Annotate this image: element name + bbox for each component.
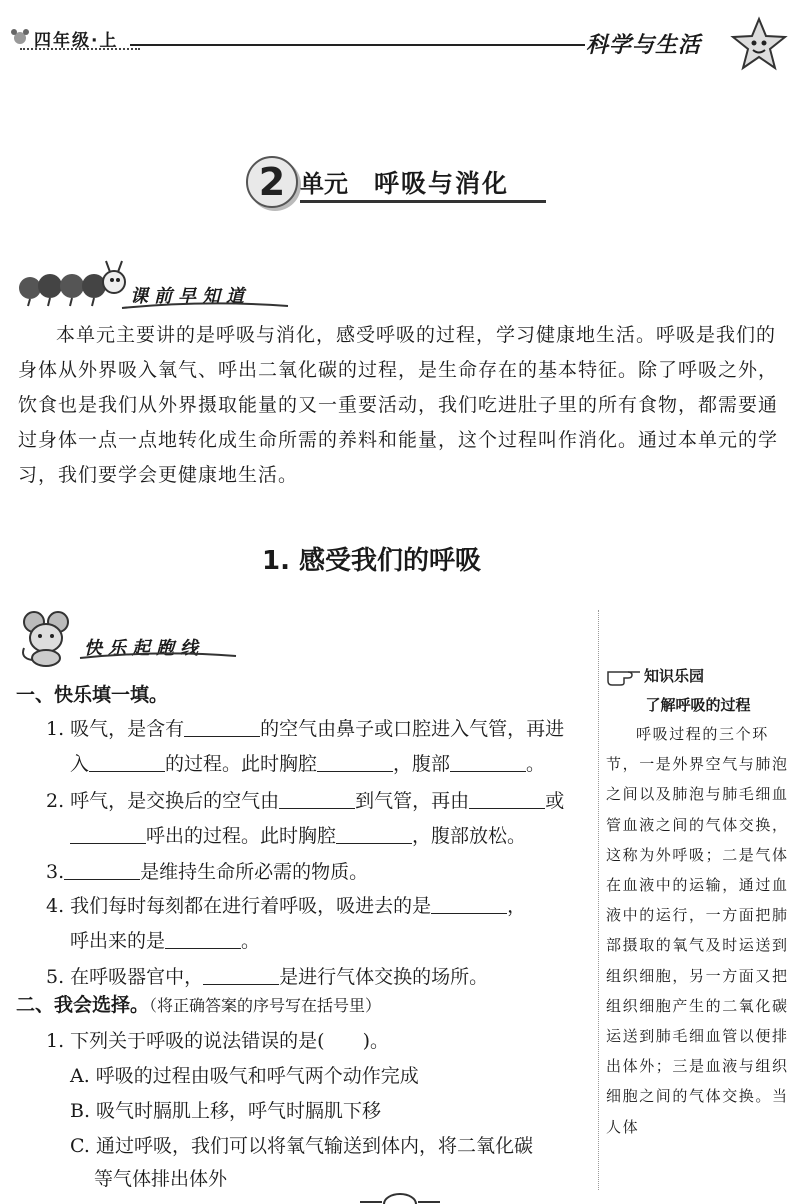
q2-text-b: 到气管，再由 xyxy=(355,790,470,812)
unit-banner-rule xyxy=(300,200,546,203)
unit-number: 2 xyxy=(246,156,298,208)
part1-heading: 一、快乐填一填。 xyxy=(16,684,169,706)
answer-blank[interactable] xyxy=(165,929,241,949)
header-dotted-line xyxy=(20,48,140,58)
q2-text-d: 呼出的过程。此时胸腔 xyxy=(146,825,337,847)
column-divider xyxy=(598,610,599,1190)
sidebar-header-row xyxy=(606,664,790,686)
question-1-line-2 xyxy=(70,745,545,783)
q1-text-e: ，腹部 xyxy=(393,753,451,775)
question-4-line-1 xyxy=(46,887,526,925)
q4-text-b: ， xyxy=(507,895,527,917)
answer-blank[interactable] xyxy=(203,965,279,985)
choice-question-1-stem: 1. 下列关于呼吸的说法错误的是( )。 xyxy=(46,1030,389,1052)
q1-text-c: 入 xyxy=(70,753,90,775)
grade-label: 四年级·上 xyxy=(34,31,119,51)
preview-section-title: 课前早知道 xyxy=(130,286,250,307)
q1-text-f: 。 xyxy=(526,753,546,775)
section-title-swash xyxy=(78,650,238,662)
q4-text-d: 。 xyxy=(241,930,261,952)
pointing-hand-icon xyxy=(606,664,644,686)
practice-section-title: 快乐起跑线 xyxy=(84,638,204,659)
part2-heading: 二、我会选择。 xyxy=(16,994,150,1016)
q4-text-c: 呼出来的是 xyxy=(70,930,166,952)
part2-instruction: （将正确答案的序号写在括号里） xyxy=(149,996,382,1015)
question-1-line-1 xyxy=(46,710,564,748)
question-2-line-2 xyxy=(70,817,526,855)
answer-blank[interactable] xyxy=(279,789,355,809)
unit-label: 单元 xyxy=(300,170,348,198)
answer-blank[interactable] xyxy=(431,894,507,914)
unit-title: 呼吸与消化 xyxy=(374,169,510,198)
q1-text-b: 的空气由鼻子或口腔进入气管，再进 xyxy=(260,718,565,740)
caterpillar-icon xyxy=(16,258,126,310)
q5-text-a: 5. 在呼吸器官中， xyxy=(46,966,204,988)
q4-text-a: 4. 我们每时每刻都在进行着呼吸，吸进去的是 xyxy=(46,895,432,917)
part2-heading-row xyxy=(16,990,381,1017)
answer-blank[interactable] xyxy=(64,860,140,880)
choice-option-c[interactable]: C. 通过呼吸，我们可以将氧气输送到体内，将二氧化碳 xyxy=(70,1135,533,1157)
header-rule xyxy=(130,44,585,46)
answer-blank[interactable] xyxy=(450,752,526,772)
answer-blank[interactable] xyxy=(469,789,545,809)
series-title: 科学与生活 xyxy=(586,33,702,58)
section-title-swash xyxy=(120,300,290,312)
preview-paragraph: 本单元主要讲的是呼吸与消化，感受呼吸的过程，学习健康地生活。呼吸是我们的身体从外界吸入氧气、呼出二氧化碳的过程，是生命存在的基本特征。除了呼吸之外，饮食也是我们从外界摄取能量的又一重要活动，我们吃进肚子里的所有食物，都需要通过身体一点一点地转化成生命所需的养料和能量，这个过程叫作消化。通过本单元的学习，我们要学会更健康地生活。 xyxy=(18,324,779,486)
sidebar-header: 知识乐园 xyxy=(644,666,705,685)
q2-text-e: ，腹部放松。 xyxy=(412,825,527,847)
mouse-icon xyxy=(18,608,80,668)
question-4-line-2 xyxy=(70,922,260,960)
star-mascot-icon xyxy=(730,16,788,74)
choice-option-c-continued: 等气体排出体外 xyxy=(94,1168,228,1190)
answer-blank[interactable] xyxy=(336,824,412,844)
sidebar-subtitle: 了解呼吸的过程 xyxy=(645,696,751,714)
answer-blank[interactable] xyxy=(317,752,393,772)
question-2-line-1 xyxy=(46,782,564,820)
q3-text-a: 3. xyxy=(46,861,65,883)
sidebar-text: 呼吸过程的三个环节，一是外界空气与肺泡之间以及肺泡与肺毛细血管血液之间的气体交换，这称为外呼吸；二是气体在血液中的运输，通过血液中的运行，一方面把肺部摄取的氧气及时运送到组织细胞，另一方面又把组织细胞产生的二氧化碳运送到肺毛细血管以便排出体外；三是血液与组织细胞之间的气体交换。当人体 xyxy=(606,725,789,1136)
q3-text-b: 是维持生命所必需的物质。 xyxy=(140,861,369,883)
question-3 xyxy=(46,853,368,891)
q2-text-c: 或 xyxy=(545,790,565,812)
choice-option-a[interactable]: A. 呼吸的过程由吸气和呼气两个动作完成 xyxy=(70,1065,419,1087)
choice-option-b[interactable]: B. 吸气时膈肌上移，呼气时膈肌下移 xyxy=(70,1100,382,1122)
answer-blank[interactable] xyxy=(70,824,146,844)
q2-text-a: 2. 呼气，是交换后的空气由 xyxy=(46,790,280,812)
page-footer-ornament xyxy=(360,1192,440,1204)
lesson-title: 1. 感受我们的呼吸 xyxy=(262,546,482,576)
q1-text-d: 的过程。此时胸腔 xyxy=(165,753,318,775)
q5-text-b: 是进行气体交换的场所。 xyxy=(279,966,489,988)
knowledge-sidebar xyxy=(606,664,790,1142)
q1-text-a: 1. 吸气，是含有 xyxy=(46,718,185,740)
answer-blank[interactable] xyxy=(89,752,165,772)
answer-blank[interactable] xyxy=(184,717,260,737)
